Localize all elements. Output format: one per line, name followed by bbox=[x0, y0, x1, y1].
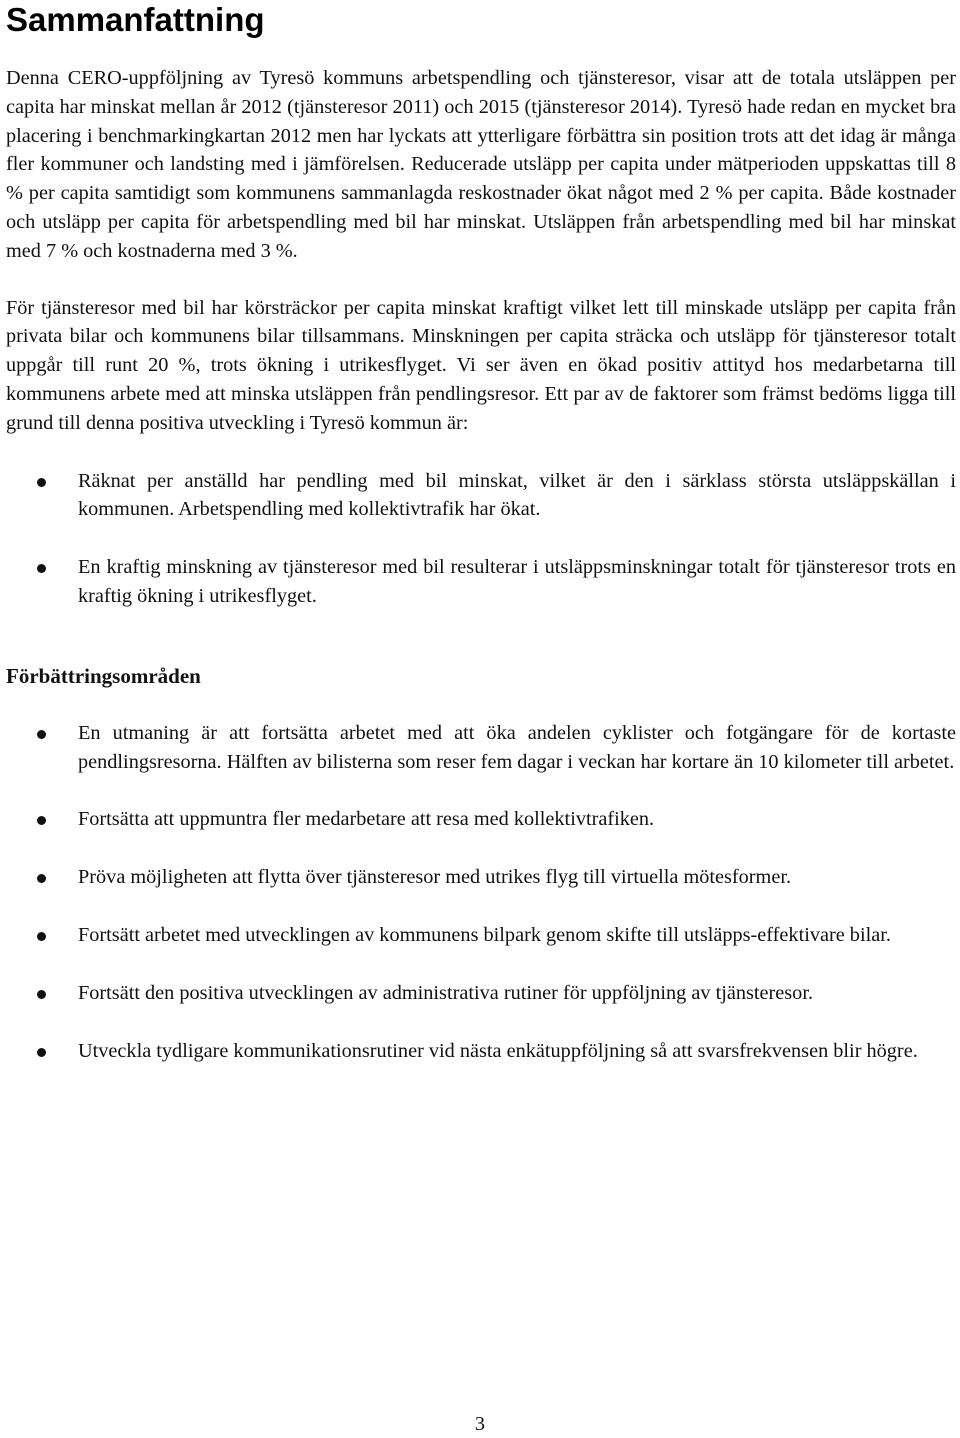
list-item bbox=[6, 863, 956, 892]
list-item bbox=[6, 467, 956, 525]
list-item bbox=[6, 979, 956, 1008]
list-item-text: Pröva möjligheten att flytta över tjänsteresor med utrikes flyg till virtuella mötesformer. bbox=[78, 866, 792, 889]
bullet-icon bbox=[37, 932, 46, 941]
list-item bbox=[6, 719, 956, 777]
list-item-text: En utmaning är att fortsätta arbetet med att öka andelen cyklister och fotgängare för de kortaste pendlingsresorna. Hälften av bilisterna som reser fem dagar i veckan har kortare än 10 kilometer till arbetet. bbox=[78, 721, 956, 773]
bullet-icon bbox=[37, 564, 46, 573]
page-title: Sammanfattning bbox=[6, 1, 265, 38]
bullet-icon bbox=[37, 478, 46, 487]
list-item-text: Fortsätt den positiva utvecklingen av administrativa rutiner för uppföljning av tjänsteresor. bbox=[78, 981, 814, 1004]
summary-paragraph-2: För tjänsteresor med bil har körsträckor per capita minskat kraftigt vilket lett till minskade utsläpp per capita från privata bilar och kommunens bilar tillsammans. Minskningen per capita sträcka och utsläpp för tjänsteresor totalt uppgår till runt 20 %, trots ökning i utrikesflyget. Vi ser även en ökad positiv attityd hos medarbetarna till kommunens arbete med att minska utsläppen från pendlingsresor. Ett par av de faktorer som främst bedöms ligga till grund till denna positiva utveckling i Tyresö kommun är: bbox=[6, 296, 956, 434]
summary-paragraph-1: Denna CERO-uppföljning av Tyresö kommuns arbetspendling och tjänsteresor, visar att de totala utsläppen per capita har minskat mellan år 2012 (tjänsteresor 2011) och 2015 (tjänsteresor 2014). Tyresö hade redan en mycket bra placering i benchmarkingkartan 2012 men har lyckats att ytterligare förbättra sin position trots att det idag är många fler kommuner och landsting med i jämförelsen. Reducerade utsläpp per capita under mätperioden uppskattas till 8 % per capita samtidigt som kommunens sammanlagda reskostnader ökat något med 2 % per capita. Både kostnader och utsläpp per capita för arbetspendling med bil har minskat. Utsläppen från arbetspendling med bil har minskat med 7 % och kostnaderna med 3 %. bbox=[6, 67, 956, 262]
bullet-icon bbox=[37, 730, 46, 739]
list-item bbox=[6, 553, 956, 611]
bullet-icon bbox=[37, 874, 46, 883]
summary-bullet-list bbox=[6, 467, 956, 611]
list-item-text: En kraftig minskning av tjänsteresor med bil resulterar i utsläppsminskningar totalt för tjänsteresor trots en kraftig ökning i utrikesflyget. bbox=[78, 556, 956, 607]
bullet-icon bbox=[37, 1048, 46, 1057]
bullet-icon bbox=[37, 990, 46, 999]
list-item-text: Utveckla tydligare kommunikationsrutiner vid nästa enkätuppföljning så att svarsfrekvensen blir högre. bbox=[78, 1039, 918, 1062]
document-page bbox=[6, 0, 956, 1065]
bullet-icon bbox=[37, 816, 46, 825]
improvement-bullet-list bbox=[6, 719, 956, 1066]
page-number: 3 bbox=[474, 1413, 486, 1435]
list-item-text: Fortsätta att uppmuntra fler medarbetare att resa med kollektivtrafiken. bbox=[78, 808, 655, 831]
list-item bbox=[6, 805, 956, 834]
list-item bbox=[6, 921, 956, 950]
list-item bbox=[6, 1037, 956, 1066]
list-item-text: Räknat per anställd har pendling med bil minskat, vilket är den i särklass största utsläppskällan i kommunen. Arbetspendling med kollektivtrafik har ökat. bbox=[78, 469, 956, 521]
list-item-text: Fortsätt arbetet med utvecklingen av kommunens bilpark genom skifte till utsläpps-effektivare bilar. bbox=[78, 923, 891, 946]
section-heading: Förbättringsområden bbox=[6, 663, 201, 688]
